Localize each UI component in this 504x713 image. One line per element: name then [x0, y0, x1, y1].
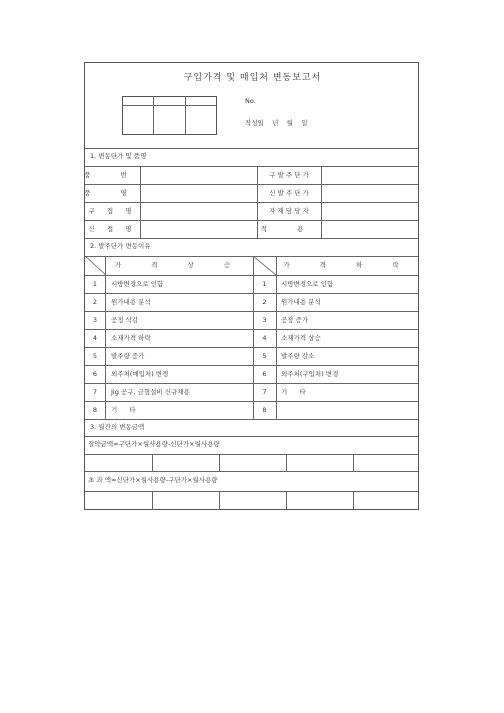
label-part-name: 품 명 — [84, 188, 141, 197]
form-title: 구입가격 및 매입처 변동보고서 — [183, 73, 322, 83]
label-new-order-price: 신 발 주 단 가 — [269, 188, 309, 197]
row-number: 2 — [92, 297, 98, 306]
reason-text: 발주량 증가 — [111, 351, 145, 360]
row-number: 7 — [262, 387, 267, 396]
row-number: 4 — [92, 333, 98, 342]
header-diagonal-right — [253, 256, 276, 275]
reason-text: 외주처(구입처) 변경 — [281, 369, 339, 378]
field-new-supplier[interactable] — [141, 221, 256, 238]
row-number: 8 — [262, 405, 267, 414]
approval-box — [122, 96, 217, 135]
row-number: 8 — [92, 405, 98, 414]
field-application[interactable] — [322, 221, 419, 238]
row-number: 3 — [262, 315, 267, 324]
row-number: 4 — [262, 333, 267, 342]
row-number: 7 — [92, 387, 98, 396]
header-diagonal-left — [85, 256, 106, 275]
label-application: 적 용 — [260, 224, 318, 233]
field-old-order-price[interactable] — [322, 167, 419, 184]
row-number: 1 — [262, 279, 267, 288]
reason-text: 원가내용 분석 — [111, 297, 151, 306]
section3-heading: 3. 월간의 변동금액 — [90, 423, 145, 431]
report-form — [84, 62, 419, 510]
reason-text: 기 타 — [111, 405, 141, 414]
reason-text: 소재가격 상승 — [281, 333, 321, 342]
reason-text: 기 타 — [281, 387, 311, 396]
date-line: 작성일 년 월 일 — [245, 119, 308, 127]
row-number: 6 — [92, 369, 98, 378]
section1-heading: 1. 변동단가 및 품명 — [90, 152, 147, 160]
reason-text: 시방변경으로 인함 — [281, 279, 334, 288]
row-number: 5 — [92, 351, 98, 360]
reason-text: Jig 공구, 금형설비 신규채용 — [111, 387, 190, 396]
label-old-supplier: 구 접 명 — [88, 206, 137, 215]
row-number: 5 — [262, 351, 267, 360]
reason-text: 공장 증가 — [281, 315, 309, 324]
formula-excess: 초 과 액=신단가×월사용량-구단가×월사용량 — [88, 476, 218, 484]
field-material-manager[interactable] — [322, 203, 419, 220]
reason-text: 원가내용 분석 — [281, 297, 321, 306]
section2-heading: 2. 발주단가 변동이유 — [90, 242, 151, 250]
field-new-order-price[interactable] — [322, 185, 419, 202]
label-material-manager: 자 재 담 당 자 — [269, 206, 309, 215]
field-part-number[interactable] — [141, 167, 256, 184]
reason-text: 소재가격 하락 — [111, 333, 151, 342]
label-new-supplier: 신 접 명 — [88, 224, 137, 233]
savings-amount-cells[interactable] — [85, 455, 419, 471]
field-old-supplier[interactable] — [141, 203, 256, 220]
reason-text: 시방변경으로 인함 — [111, 279, 164, 288]
reason-text: 발주량 감소 — [281, 351, 315, 360]
row-number: 6 — [262, 369, 267, 378]
field-part-name[interactable] — [141, 185, 256, 202]
excess-amount-cells[interactable] — [85, 492, 419, 509]
row-number: 3 — [92, 315, 98, 324]
header-price-decrease: 가 격 하 락 — [283, 261, 413, 270]
row-number: 1 — [92, 279, 98, 288]
label-part-number: 품 번 — [84, 170, 141, 179]
label-old-order-price: 구 발 주 단 가 — [269, 170, 309, 179]
header-price-increase: 가 격 상 승 — [114, 261, 245, 270]
reason-text: 외주처(매입처) 변경 — [111, 369, 169, 378]
reason-text: 공정 삭감 — [111, 315, 139, 324]
row-number: 2 — [262, 297, 267, 306]
no-label: No. — [245, 97, 256, 105]
formula-savings: 절약금액=구단가×월사용량-신단가×월사용량 — [88, 440, 220, 448]
